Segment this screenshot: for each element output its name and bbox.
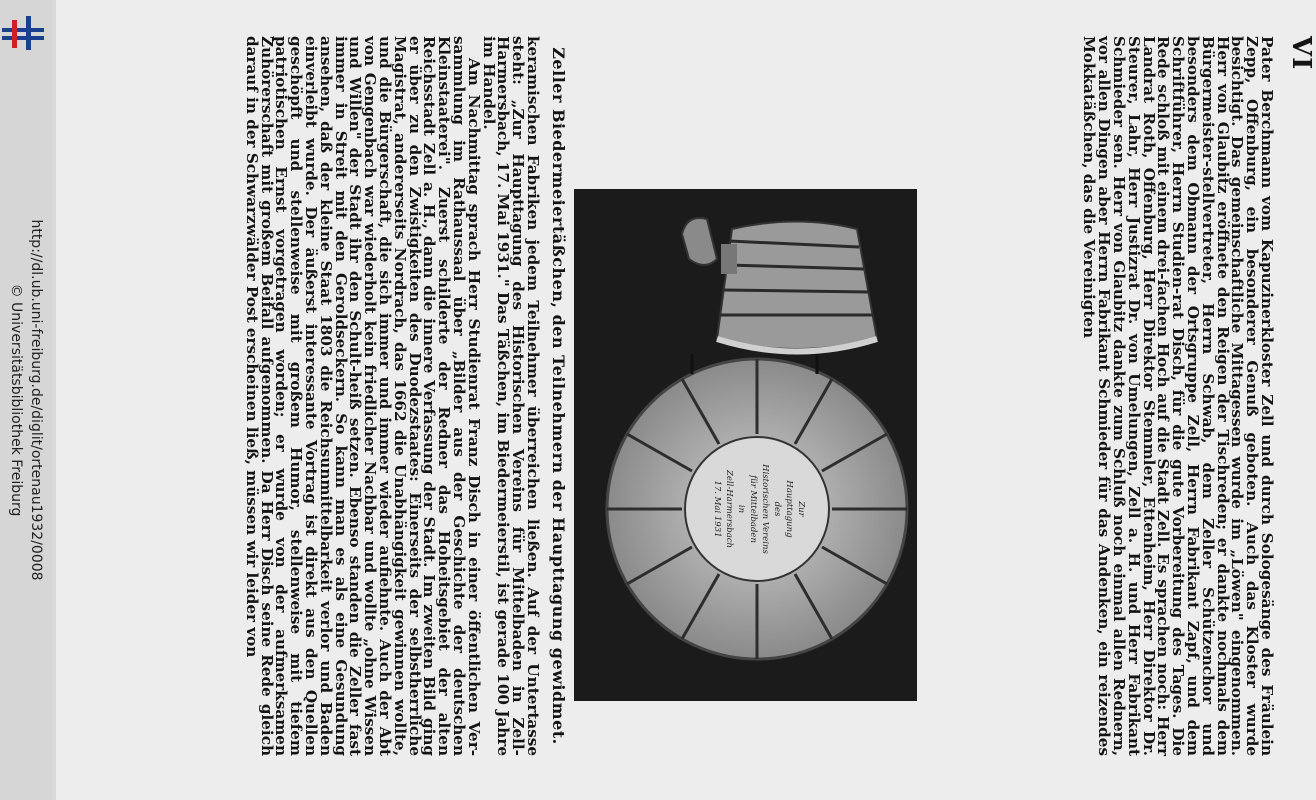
inscription-line: Haupttagung	[784, 480, 794, 538]
copyright-notice: © Universitätsbibliothek Freiburg	[8, 283, 24, 517]
inscription-line: des	[772, 501, 782, 517]
page-number: VI	[1286, 36, 1316, 71]
paragraph-bottom-2: Am Nachmittag sprach Herr Studienrat Franz Disch in einer öffentlichen Ver-sammlung im Rathaussaal über „Bilder aus der Geschichte der deutschen Kleinstaaterei". Zuerst schilderte der Redner das Hoheitsgebiet der alten Reichsstadt Zell a. H., dann die innere Verfassung der Stadt. Im zweiten Bild ging er über zu den Zwistigkeiten des Duodezstaates: Einerseits der selbstherrliche Magistrat, andererseits Nordrach, das 1662 die Unabhängigkeit gewinnen wollte, und die Bürgerschaft, die sich immer und immer wieder aufiehnte. Auch der Abt von Gengenbach war wiederholt kein friedlicher Nachbar und wollte „ohne Wissen und Willen" der Stadt ihr den Schult-heiß setzen. Ebenso standen die Zeller fast immer in Streit mit den Geroldseckern. So kann man es als eine Gesundung ansehen, daß der kleine Staat 1803 die Reichsunmittelbarkeit verlor und Baden einverleibt wurde. Der äußerst interessante Vortrag ist direkt aus den Quellen geschöpft und stellenweise mit großem Humor, stellenweise mit tiefem patriotischen Ernst vorgetragen worden; er wurde von der aufmerksamen Zuhörerschaft mit großem Beifall aufgenommen. Da Herr Disch seine Rede gleich darauf in der Schwarzwälder Post erscheinen ließ, müssen wir leider von	[242, 36, 483, 756]
inscription-line: in	[736, 504, 746, 514]
inscription-line: 17. Mai 1931	[712, 480, 722, 538]
ub-freiburg-logo-icon[interactable]	[2, 14, 44, 54]
source-url[interactable]: http://dl.ub.uni-freiburg.de/diglit/ortenau1932/0008	[28, 219, 44, 581]
teacup-photo	[574, 189, 917, 701]
inscription-line: Zur	[796, 501, 806, 517]
inscription-line: Zell-Harmersbach	[724, 469, 734, 549]
scanned-page	[56, 0, 1316, 800]
paragraph-top: Pater Berchmann vom Kapuzinerkloster Zell und durch Sologesänge des Fräulein Zepp, Offenburg, ein besonderer Genuß geboten. Auch das Kloster wurde besichtigt. Das gemeinschaftliche Mittagessen wurde im „Löwen" eingenommen. Herr von Glaubitz eröffnete den Reigen der Tischreden; er dankte nochmals dem Bürgermeister-stellvertreter, Herrn Schwab, dem Zeller Schützenchor und besonders dem Obmann der Ortsgruppe Zell, Herrn Fabrikant Zapf, und dem Schriftführer, Herrn Studien-rat Disch, für die gute Vorbereitung des Tages. Die Rede schloß mit einem drei-fachen Hoch auf die Stadt Zell. Es sprachen noch: Herr Landrat Roth, Offenburg, Herr Direktor Stemmler, Ettenheim, Herr Direktor Dr. Steurer, Lahr, Herr Justizrat Dr. von Umelungen, Zell a. H. und Herr Fabrikant Schmieder sen. Herr von Glaubitz dankte zum Schluß noch einmal allen Rednern, vor allen Dingen aber Herrn Fabrikant Schmieder für das Andenken, ein reizendes Mokkatäßchen, das die Vereinigten	[1080, 36, 1276, 756]
sidebar	[0, 0, 52, 800]
inscription-line: Historischen Vereins	[760, 464, 770, 554]
inscription-line: für Mittelbaden	[748, 475, 758, 543]
paragraph-bottom-1: keramischen Fabriken jedem Teilnehmer überreichen ließen. Auf der Untertasse steht: „Zur Haupttagung des Historischen Vereins für Mittelbaden in Zell-Harmersbach, 17. Mai 1931." Das Täßchen, im Biedermeierstil, ist gerade 100 Jahre im Handel.	[479, 36, 542, 756]
photo-caption: Zeller Biedermeiertäßchen, den Teilnehmern der Haupttagung gewidmet.	[549, 47, 568, 745]
page-content	[180, 36, 1316, 756]
sidebar-source-info	[6, 219, 46, 580]
paragraph-bottom	[244, 36, 540, 756]
